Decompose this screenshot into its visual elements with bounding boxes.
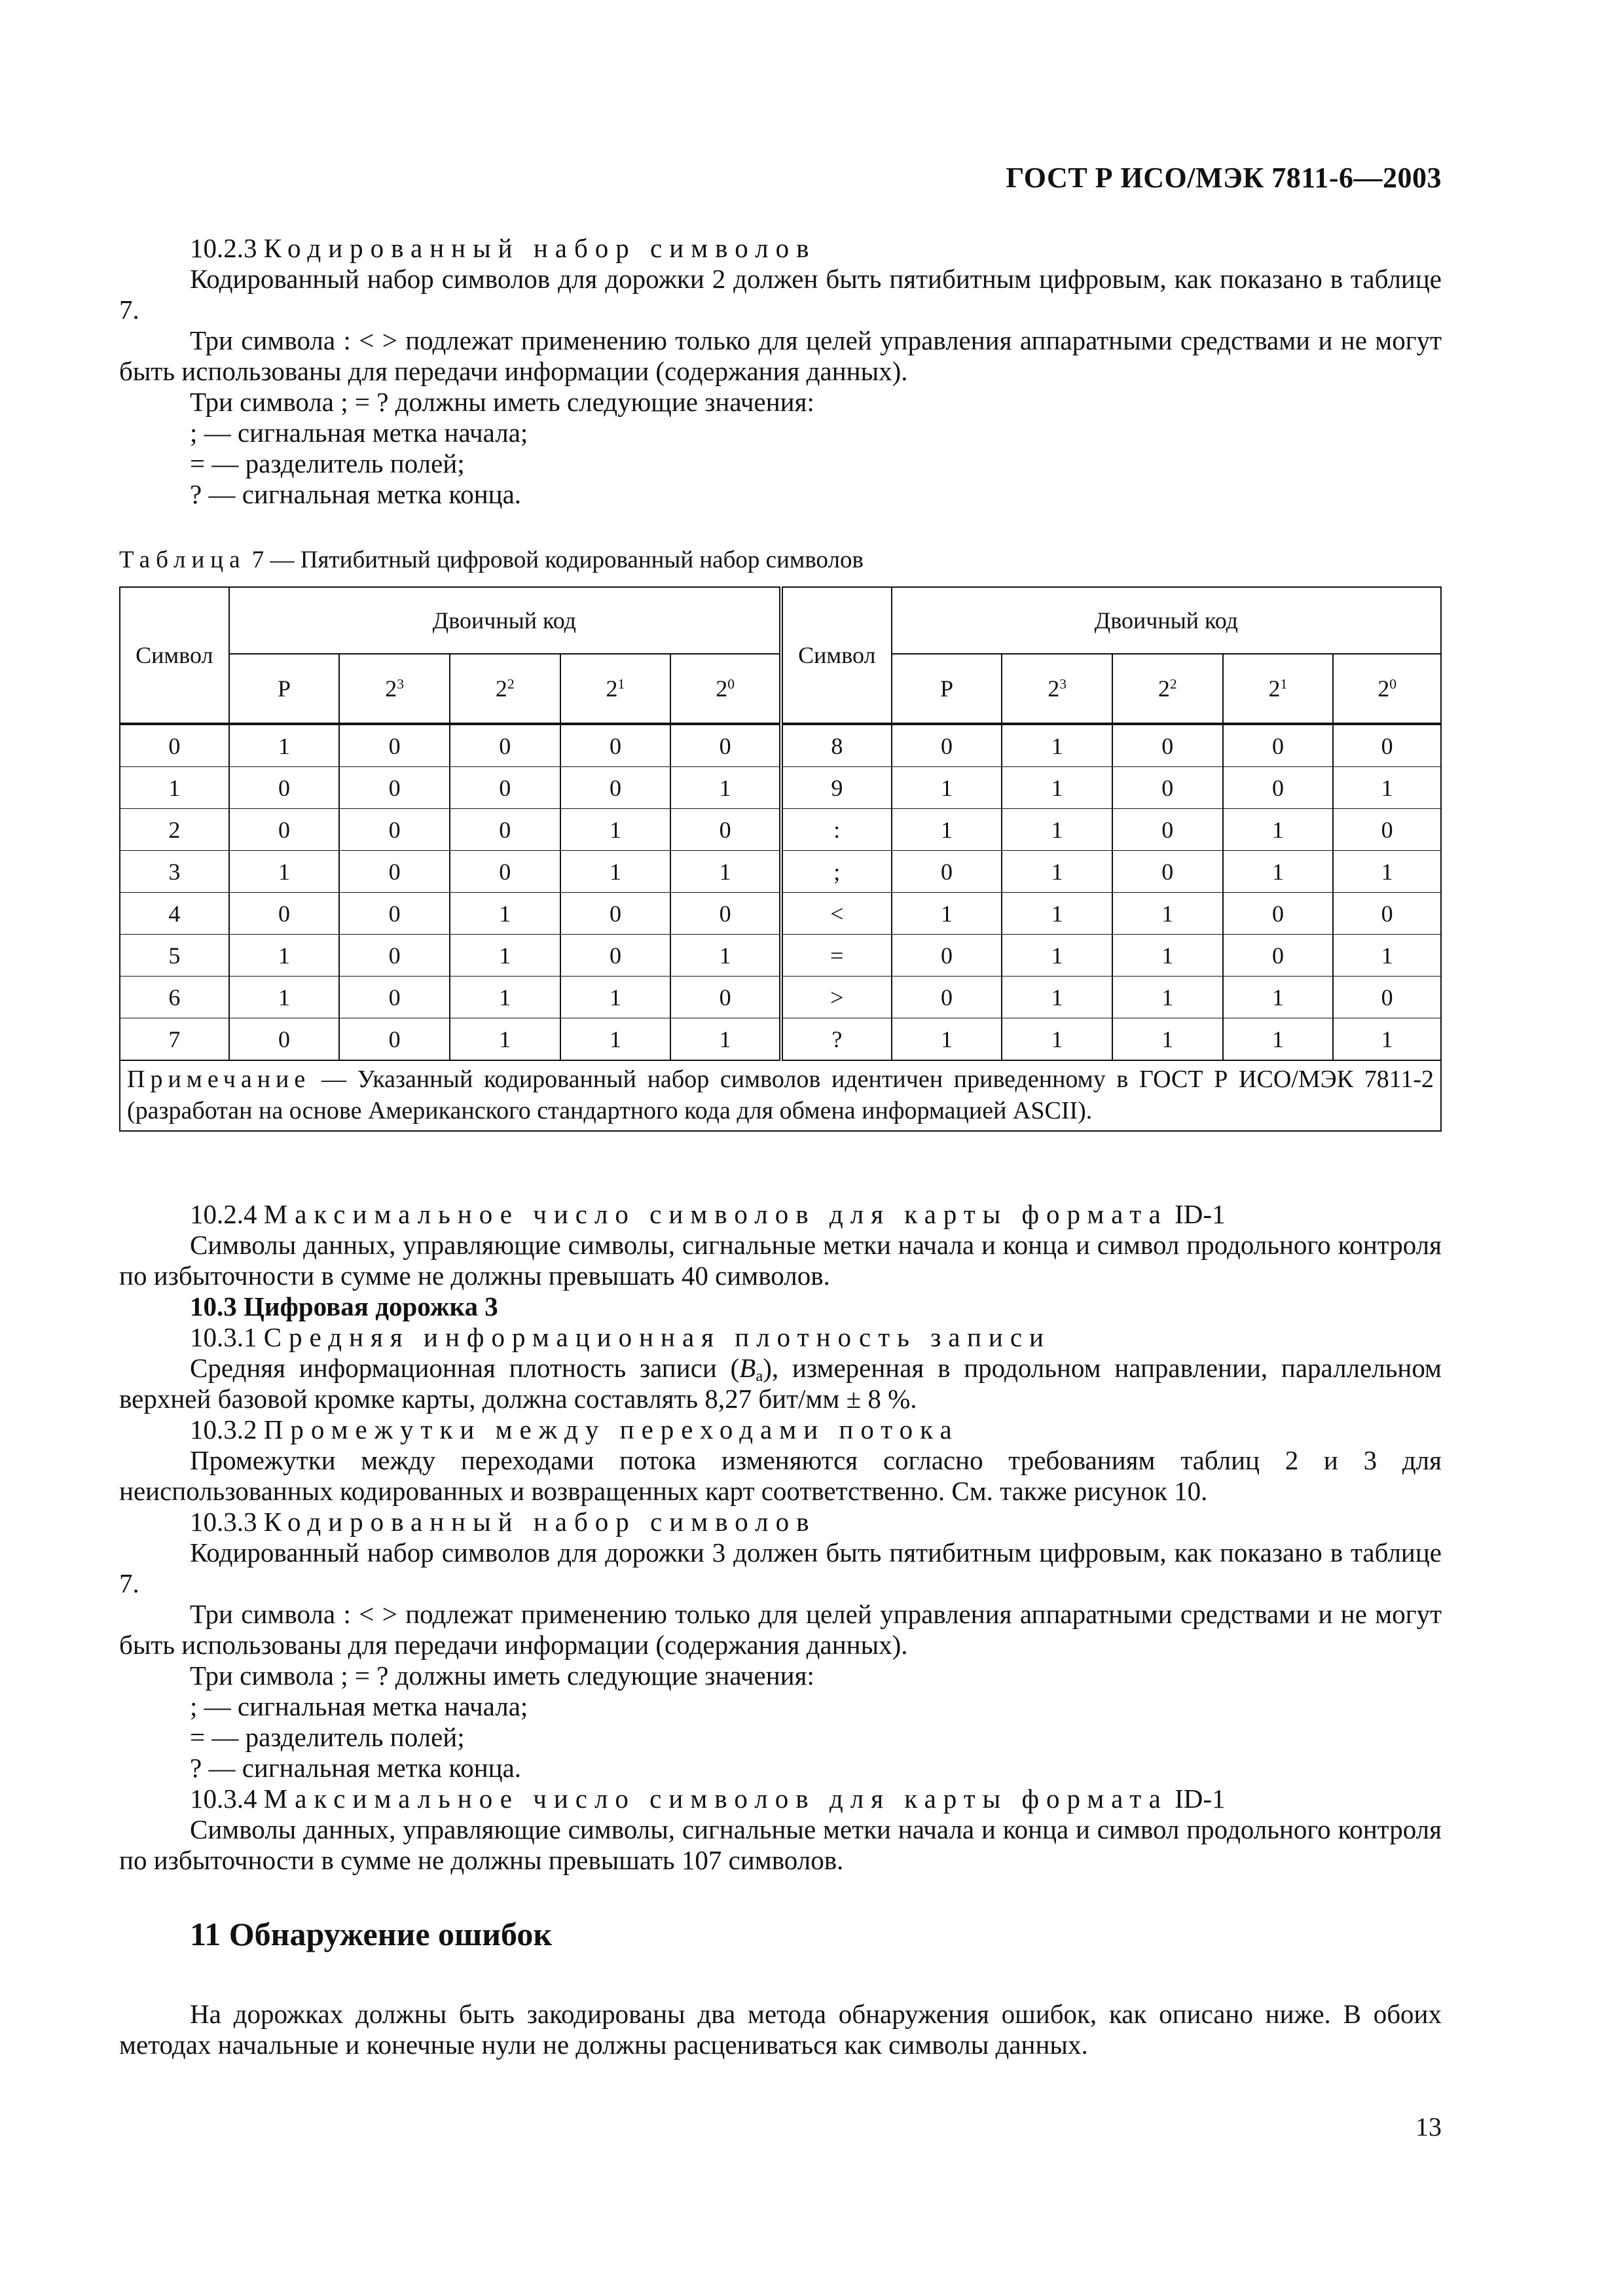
list-item: ? — сигнальная метка конца. xyxy=(190,1753,522,1783)
table-row xyxy=(120,935,1441,977)
heading-10-3-3 xyxy=(119,1507,1442,1537)
cell-bit: 0 xyxy=(892,724,1002,767)
cell-bit: 1 xyxy=(1002,724,1112,767)
list-item: = — разделитель полей; xyxy=(190,1722,465,1752)
cell-bit: 0 xyxy=(670,809,781,851)
heading-number: 10.2.3 xyxy=(190,233,257,263)
cell-bit: 0 xyxy=(1333,977,1441,1018)
paragraph: Средняя информационная плотность записи $(B_a)$, измеренная в продольном направлении, параллельном верхней базовой кромке карты, должна составлять 8,27 бит/мм ± 8 %. xyxy=(119,1353,1442,1414)
cell-bit: 1 xyxy=(1223,1018,1334,1061)
cell-bit: 0 xyxy=(1333,809,1441,851)
table-7 xyxy=(119,586,1442,1132)
table-row xyxy=(120,851,1441,893)
cell-bit: 1 xyxy=(229,724,340,767)
cell-symbol: ; xyxy=(781,851,892,893)
cell-bit: 1 xyxy=(1112,935,1223,977)
heading-10-3-4 xyxy=(119,1784,1442,1814)
heading-title: Максимальное число символов для карты формата xyxy=(263,1784,1168,1814)
heading-title: Промежутки между переходами потока xyxy=(263,1414,959,1444)
table-row xyxy=(120,893,1441,935)
paragraph: Три символа : < > подлежат применению только для целей управления аппаратными средствами и не могут быть использованы для передачи информации (содержания данных). xyxy=(119,1599,1442,1660)
cell-bit: 1 xyxy=(1002,977,1112,1018)
header-symbol: Символ xyxy=(120,587,229,724)
header-bit-2-3: $2^3$ xyxy=(339,654,450,724)
table-row xyxy=(120,724,1441,767)
heading-title-tail: ID-1 xyxy=(1175,1784,1226,1814)
cell-bit: 1 xyxy=(1112,1018,1223,1061)
cell-bit: 1 xyxy=(450,977,560,1018)
cell-symbol: 3 xyxy=(120,851,229,893)
cell-bit: 1 xyxy=(1002,893,1112,935)
cell-bit: 0 xyxy=(1333,724,1441,767)
cell-symbol: ? xyxy=(781,1018,892,1061)
cell-bit: 1 xyxy=(229,935,340,977)
cell-symbol: 8 xyxy=(781,724,892,767)
cell-bit: 0 xyxy=(229,767,340,809)
cell-bit: 1 xyxy=(1333,935,1441,977)
cell-bit: 1 xyxy=(670,1018,781,1061)
cell-symbol: 4 xyxy=(120,893,229,935)
cell-bit: 0 xyxy=(1223,767,1334,809)
cell-bit: 1 xyxy=(1223,809,1334,851)
header-symbol: Символ xyxy=(781,587,892,724)
cell-bit: 0 xyxy=(670,724,781,767)
cell-bit: 0 xyxy=(1333,893,1441,935)
heading-number: 10.3.4 xyxy=(190,1784,257,1814)
list-item: = — разделитель полей; xyxy=(190,448,465,478)
cell-bit: 0 xyxy=(339,851,450,893)
cell-bit: 0 xyxy=(1112,851,1223,893)
heading-11: 11 Обнаружение ошибок xyxy=(190,1916,553,1952)
header-bit-2-2: $2^2$ xyxy=(1112,654,1223,724)
paragraph: Промежутки между переходами потока изменяются согласно требованиям таблиц 2 и 3 для неиспользованных кодированных и возвращенных карт соответственно. См. также рисунок 10. xyxy=(119,1445,1442,1506)
cell-bit: 1 xyxy=(560,809,671,851)
cell-bit: 0 xyxy=(670,977,781,1018)
heading-number: 10.3.1 xyxy=(190,1322,257,1352)
heading-title: Кодированный набор символов xyxy=(263,233,816,263)
heading-title: Кодированный набор символов xyxy=(263,1507,816,1537)
cell-bit: 0 xyxy=(670,893,781,935)
cell-bit: 1 xyxy=(560,977,671,1018)
cell-bit: 0 xyxy=(339,809,450,851)
cell-bit: 1 xyxy=(1002,851,1112,893)
cell-symbol: = xyxy=(781,935,892,977)
cell-bit: 1 xyxy=(892,893,1002,935)
cell-bit: 0 xyxy=(1112,724,1223,767)
table-row xyxy=(120,977,1441,1018)
cell-bit: 0 xyxy=(560,724,671,767)
cell-symbol: 9 xyxy=(781,767,892,809)
paragraph: Три символа ; = ? должны иметь следующие значения: xyxy=(190,1660,814,1691)
header-bit-2-0: $2^0$ xyxy=(1333,654,1441,724)
cell-bit: 1 xyxy=(1112,893,1223,935)
cell-bit: 0 xyxy=(450,724,560,767)
heading-10-2-4 xyxy=(119,1199,1442,1230)
cell-bit: 1 xyxy=(1333,1018,1441,1061)
heading-number: 10.2.4 xyxy=(190,1199,257,1229)
cell-symbol: 2 xyxy=(120,809,229,851)
cell-bit: 0 xyxy=(339,1018,450,1061)
table-row xyxy=(120,1018,1441,1061)
cell-bit: 1 xyxy=(560,851,671,893)
heading-10-3: 10.3 Цифровая дорожка 3 xyxy=(190,1291,498,1321)
list-item: ? — сигнальная метка конца. xyxy=(190,479,522,509)
cell-bit: 1 xyxy=(1333,767,1441,809)
cell-bit: 0 xyxy=(560,893,671,935)
header-bit-p: P xyxy=(892,654,1002,724)
header-bit-2-1: $2^1$ xyxy=(560,654,671,724)
cell-bit: 0 xyxy=(450,767,560,809)
note-label: Примечание xyxy=(127,1066,311,1093)
cell-bit: 1 xyxy=(450,935,560,977)
cell-bit: 1 xyxy=(229,977,340,1018)
cell-symbol: 1 xyxy=(120,767,229,809)
table-row xyxy=(120,767,1441,809)
cell-bit: 0 xyxy=(560,935,671,977)
heading-number: 10.3.3 xyxy=(190,1507,257,1537)
cell-bit: 1 xyxy=(670,767,781,809)
cell-bit: 1 xyxy=(1112,977,1223,1018)
cell-bit: 1 xyxy=(1002,767,1112,809)
table-row xyxy=(120,809,1441,851)
cell-bit: 1 xyxy=(450,893,560,935)
cell-bit: 1 xyxy=(1002,809,1112,851)
heading-title: Максимальное число символов для карты формата xyxy=(263,1199,1168,1229)
cell-bit: 0 xyxy=(229,1018,340,1061)
paragraph: Три символа ; = ? должны иметь следующие значения: xyxy=(190,387,814,417)
cell-bit: 0 xyxy=(1112,809,1223,851)
header-bit-p: P xyxy=(229,654,340,724)
cell-bit: 0 xyxy=(229,809,340,851)
cell-bit: 0 xyxy=(892,977,1002,1018)
cell-bit: 1 xyxy=(1002,1018,1112,1061)
cell-bit: 1 xyxy=(670,935,781,977)
list-item: ; — сигнальная метка начала; xyxy=(190,418,528,448)
cell-bit: 0 xyxy=(339,893,450,935)
cell-bit: 0 xyxy=(339,935,450,977)
table-caption-text: 7 — Пятибитный цифровой кодированный набор символов xyxy=(251,547,864,573)
cell-symbol: 5 xyxy=(120,935,229,977)
table-caption xyxy=(119,546,864,574)
cell-bit: 1 xyxy=(892,767,1002,809)
heading-number: 10.3.2 xyxy=(190,1414,257,1444)
heading-10-2-3 xyxy=(119,233,1442,264)
header-bit-2-1: $2^1$ xyxy=(1223,654,1334,724)
heading-10-3-2 xyxy=(119,1414,1442,1445)
cell-bit: 0 xyxy=(1112,767,1223,809)
cell-bit: 0 xyxy=(339,767,450,809)
header-bit-2-2: $2^2$ xyxy=(450,654,560,724)
cell-bit: 1 xyxy=(670,851,781,893)
cell-bit: 0 xyxy=(1223,893,1334,935)
paragraph: Кодированный набор символов для дорожки 3 должен быть пятибитным цифровым, как показано в таблице 7. xyxy=(119,1537,1442,1598)
cell-bit: 0 xyxy=(229,893,340,935)
paragraph: Кодированный набор символов для дорожки 2 должен быть пятибитным цифровым, как показано в таблице 7. xyxy=(119,264,1442,325)
header-bit-2-0: $2^0$ xyxy=(670,654,781,724)
cell-bit: 0 xyxy=(450,851,560,893)
heading-title-tail: ID-1 xyxy=(1175,1199,1226,1229)
cell-bit: 0 xyxy=(560,767,671,809)
cell-bit: 1 xyxy=(1223,977,1334,1018)
cell-bit: 1 xyxy=(1223,851,1334,893)
cell-symbol: 7 xyxy=(120,1018,229,1061)
cell-bit: 0 xyxy=(339,977,450,1018)
paragraph: Символы данных, управляющие символы, сигнальные метки начала и конца и символ продольного контроля по избыточности в сумме не должны превышать 107 символов. xyxy=(119,1814,1442,1875)
paragraph: Три символа : < > подлежат применению только для целей управления аппаратными средствами и не могут быть использованы для передачи информации (содержания данных). xyxy=(119,325,1442,386)
cell-bit: 1 xyxy=(229,851,340,893)
page-number: 13 xyxy=(1415,2112,1442,2142)
cell-bit: 1 xyxy=(892,1018,1002,1061)
cell-symbol: < xyxy=(781,893,892,935)
note-text: — Указанный кодированный набор символов идентичен приведенному в ГОСТ Р ИСО/МЭК 7811-2 (разработан на основе Американского стандартного кода для обмена информацией ASCII). xyxy=(127,1066,1434,1124)
cell-bit: 0 xyxy=(892,851,1002,893)
cell-bit: 0 xyxy=(1223,935,1334,977)
cell-bit: 0 xyxy=(1223,724,1334,767)
cell-bit: 1 xyxy=(1002,935,1112,977)
cell-bit: 1 xyxy=(450,1018,560,1061)
cell-bit: 0 xyxy=(892,935,1002,977)
cell-symbol: > xyxy=(781,977,892,1018)
list-item: ; — сигнальная метка начала; xyxy=(190,1691,528,1721)
cell-bit: 1 xyxy=(560,1018,671,1061)
cell-bit: 0 xyxy=(450,809,560,851)
header-binary-code: Двоичный код xyxy=(229,587,781,654)
cell-symbol: 6 xyxy=(120,977,229,1018)
cell-bit: 1 xyxy=(1333,851,1441,893)
cell-bit: 0 xyxy=(339,724,450,767)
cell-symbol: 0 xyxy=(120,724,229,767)
table-caption-label: Таблица xyxy=(119,547,246,573)
cell-symbol: : xyxy=(781,809,892,851)
paragraph: На дорожках должны быть закодированы два метода обнаружения ошибок, как описано ниже. В обоих методах начальные и конечные нули не должны расцениваться как символы данных. xyxy=(119,1999,1442,2060)
header-bit-2-3: $2^3$ xyxy=(1002,654,1112,724)
paragraph: Символы данных, управляющие символы, сигнальные метки начала и конца и символ продольного контроля по избыточности в сумме не должны превышать 40 символов. xyxy=(119,1230,1442,1291)
document-code-header: ГОСТ Р ИСО/МЭК 7811-6—2003 xyxy=(1006,162,1442,194)
header-binary-code: Двоичный код xyxy=(892,587,1441,654)
table-note xyxy=(120,1060,1441,1131)
heading-10-3-1 xyxy=(119,1322,1442,1353)
heading-title: Средняя информационная плотность записи xyxy=(263,1322,1051,1352)
cell-bit: 1 xyxy=(892,809,1002,851)
